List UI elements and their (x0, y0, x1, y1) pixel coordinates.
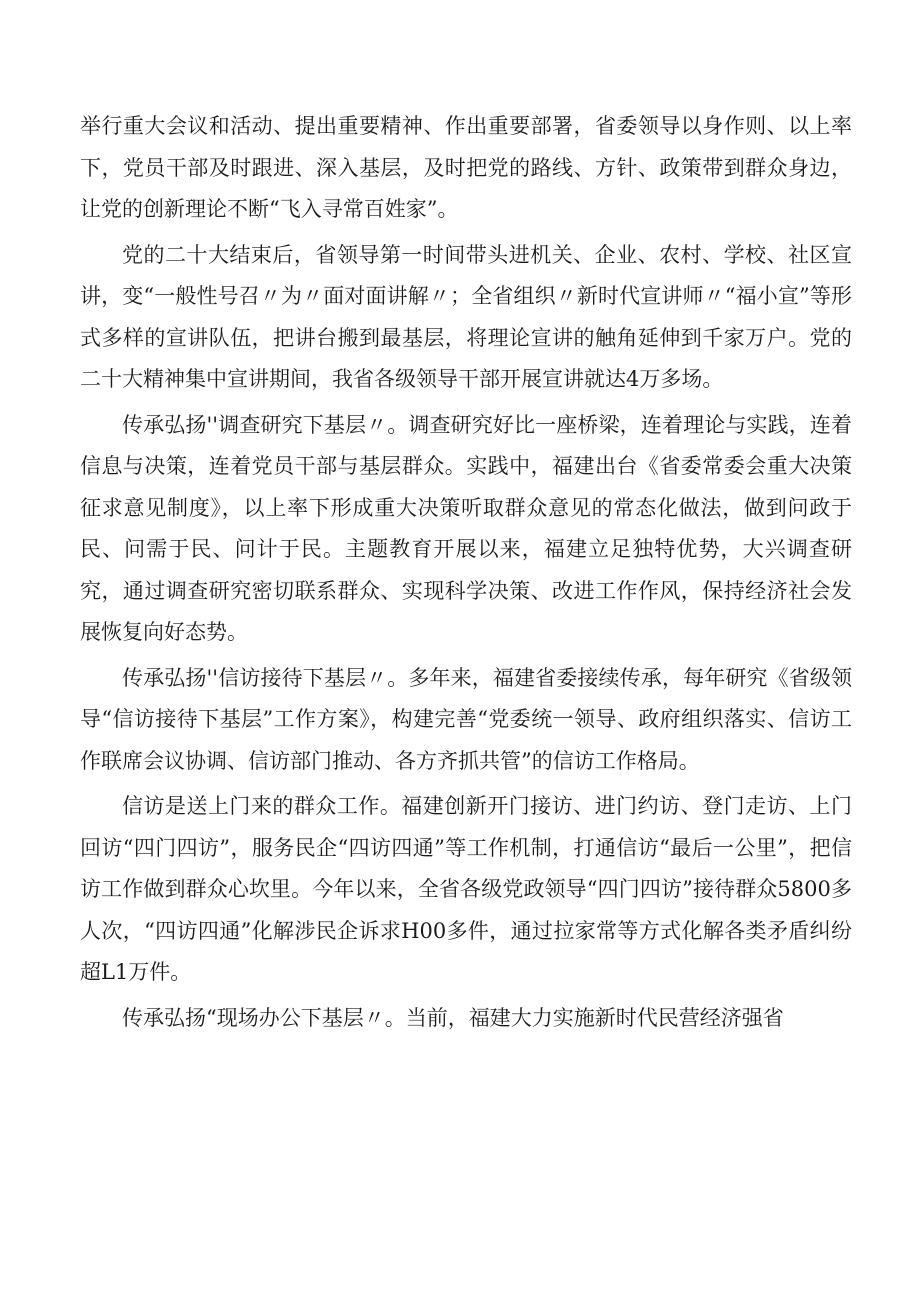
paragraph-petition-work: 信访是送上门来的群众工作。福建创新开门接访、进门约访、登门走访、上门回访“四门四访”，服务民企“四访四通”等工作机制，打通信访“最后一公里”，把信访工作做到群众心坎里。今年以来，全省各级党政领导“四门四访”接待群众5800多人次，“四访四通”化解涉民企诉求H00多件，通过拉家常等方式化解各类矛盾纠纷超L1万件。 (80, 794, 852, 984)
paragraph-continuation: 举行重大会议和活动、提出重要精神、作出重要部署，省委领导以身作则、以上率下，党员干部及时跟进、深入基层，及时把党的路线、方针、政策带到群众身边，让党的创新理论不断“飞入寻常百姓家”。 (80, 114, 852, 221)
document-body (80, 106, 852, 1043)
paragraph-petition-reception: 传承弘扬''信访接待下基层〃。多年来，福建省委接续传承，每年研究《省级领导“信访接待下基层”工作方案》，构建完善“党委统一领导、政府组织落实、信访工作联席会议协调、信访部门推动、各方齐抓共管”的信访工作格局。 (80, 665, 852, 773)
paragraph-propaganda: 党的二十大结束后，省领导第一时间带头进机关、企业、农村、学校、社区宣讲，变“一般性号召〃为〃面对面讲解〃；全省组织〃新时代宣讲师〃“福小宣”等形式多样的宣讲队伍，把讲台搬到最基层，将理论宣讲的触角延伸到千家万户。党的二十大精神集中宣讲期间，我省各级领导干部开展宣讲就达4万多场。 (80, 242, 852, 391)
paragraph-research: 传承弘扬''调查研究下基层〃。调查研究好比一座桥梁，连着理论与实践，连着信息与决策，连着党员干部与基层群众。实践中，福建出台《省委常委会重大决策征求意见制度》，以上率下形成重大决策听取群众意见的常态化做法，做到问政于民、问需于民、问计于民。主题教育开展以来，福建立足独特优势，大兴调查研究，通过调查研究密切联系群众、实现科学决策、改进工作作风，保持经济社会发展恢复向好态势。 (80, 412, 852, 644)
paragraph-onsite-office: 传承弘扬“现场办公下基层〃。当前，福建大力实施新时代民营经济强省 (122, 1005, 784, 1030)
